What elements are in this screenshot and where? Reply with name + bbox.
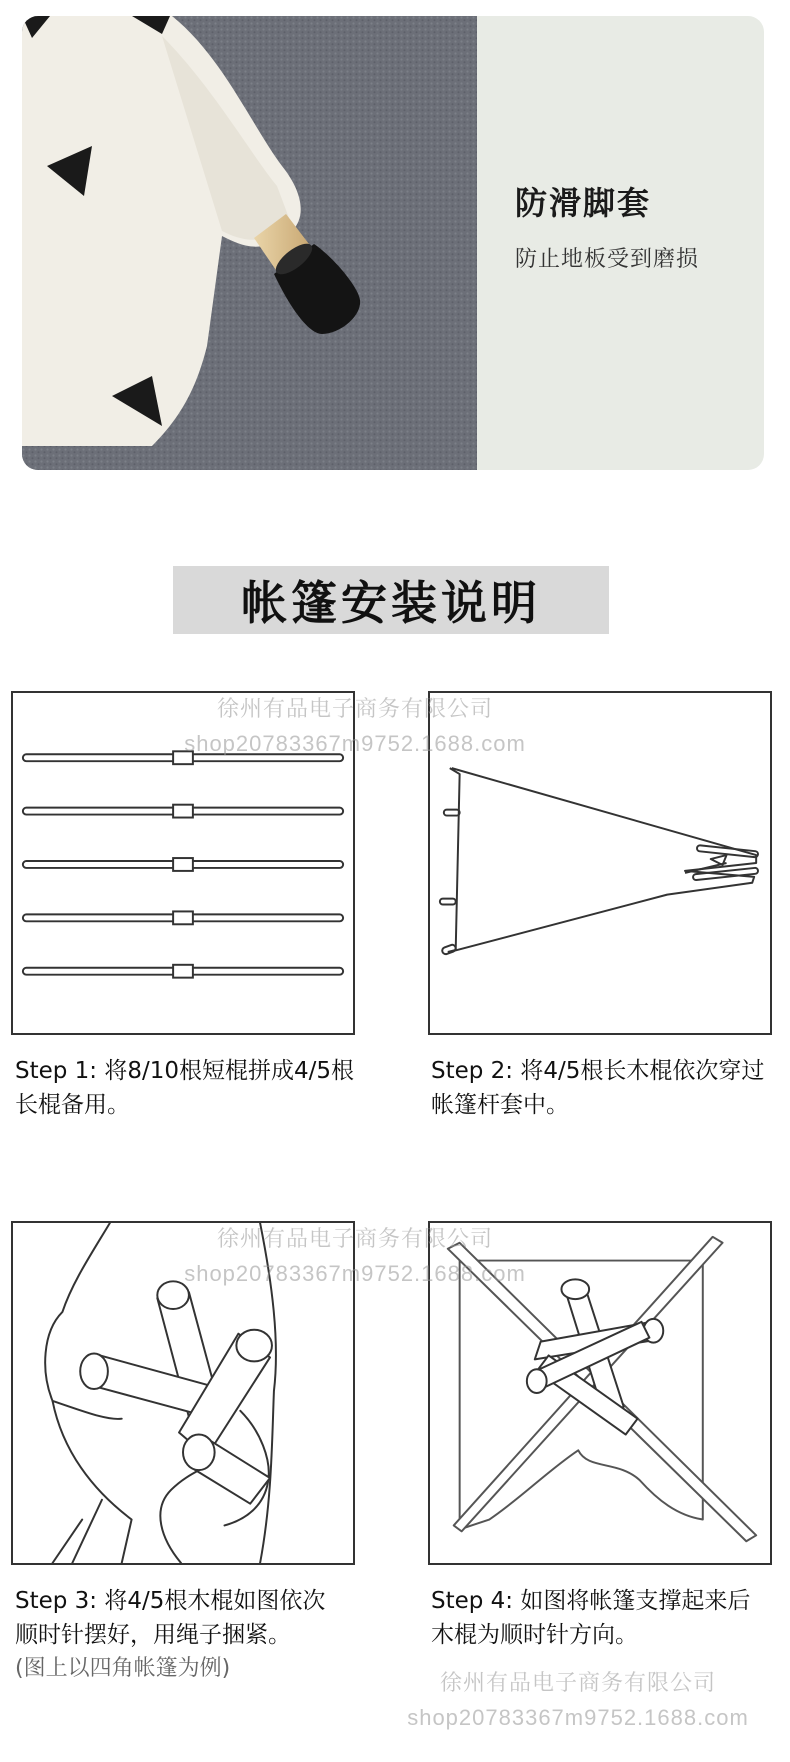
step-4-caption: [431, 1584, 790, 1652]
step-4-label: Step 4:: [431, 1588, 514, 1614]
step-1-caption: [15, 1054, 375, 1122]
step-3-text-line2: 顺时针摆好，用绳子捆紧。: [15, 1622, 291, 1648]
foot-cap-photo: [22, 16, 477, 470]
hero-card: [22, 16, 764, 470]
step-3-caption: [15, 1584, 375, 1686]
watermark-url: shop20783367m9752.1688.com: [407, 1705, 749, 1730]
hero-subtitle: 防止地板受到磨损: [515, 247, 700, 272]
watermark-2: [160, 1222, 550, 1287]
hero-title: 防滑脚套: [515, 184, 652, 222]
watermark-url: shop20783367m9752.1688.com: [184, 1261, 526, 1286]
rod-d: [183, 1435, 270, 1504]
step-4-text-line1: 如图将帐篷支撑起来后: [520, 1588, 751, 1614]
step-2-label: Step 2:: [431, 1058, 514, 1084]
step-3-note: (图上以四角帐篷为例): [15, 1656, 231, 1681]
hero-text-block: [515, 178, 699, 273]
watermark-3: [378, 1666, 778, 1731]
watermark-1: [160, 692, 550, 757]
step-1-label: Step 1:: [15, 1058, 98, 1084]
watermark-company: 徐州有品电子商务有限公司: [439, 1670, 716, 1695]
section-banner: [173, 566, 609, 634]
step-1-text-line1: 将8/10根短棍拼成4/5根: [104, 1058, 355, 1084]
watermark-company: 徐州有品电子商务有限公司: [216, 696, 493, 721]
section-title: 帐篷安装说明: [241, 576, 541, 630]
rod-4: [23, 911, 343, 924]
watermark-url: shop20783367m9752.1688.com: [184, 731, 526, 756]
step-2-caption: [431, 1054, 790, 1122]
step-1-text-line2: 长棍备用。: [15, 1092, 130, 1118]
step-2-text-line1: 将4/5根长木棍依次穿过: [520, 1058, 765, 1084]
rod-5: [23, 965, 343, 978]
watermark-company: 徐州有品电子商务有限公司: [216, 1226, 493, 1251]
rod-2: [23, 805, 343, 818]
step-3-text-line1: 将4/5根木棍如图依次: [104, 1588, 326, 1614]
step-2-text-line2: 帐篷杆套中。: [431, 1092, 569, 1118]
rod-3: [23, 858, 343, 871]
step-3-label: Step 3:: [15, 1588, 98, 1614]
step-4-text-line2: 木棍为顺时针方向。: [431, 1622, 638, 1648]
